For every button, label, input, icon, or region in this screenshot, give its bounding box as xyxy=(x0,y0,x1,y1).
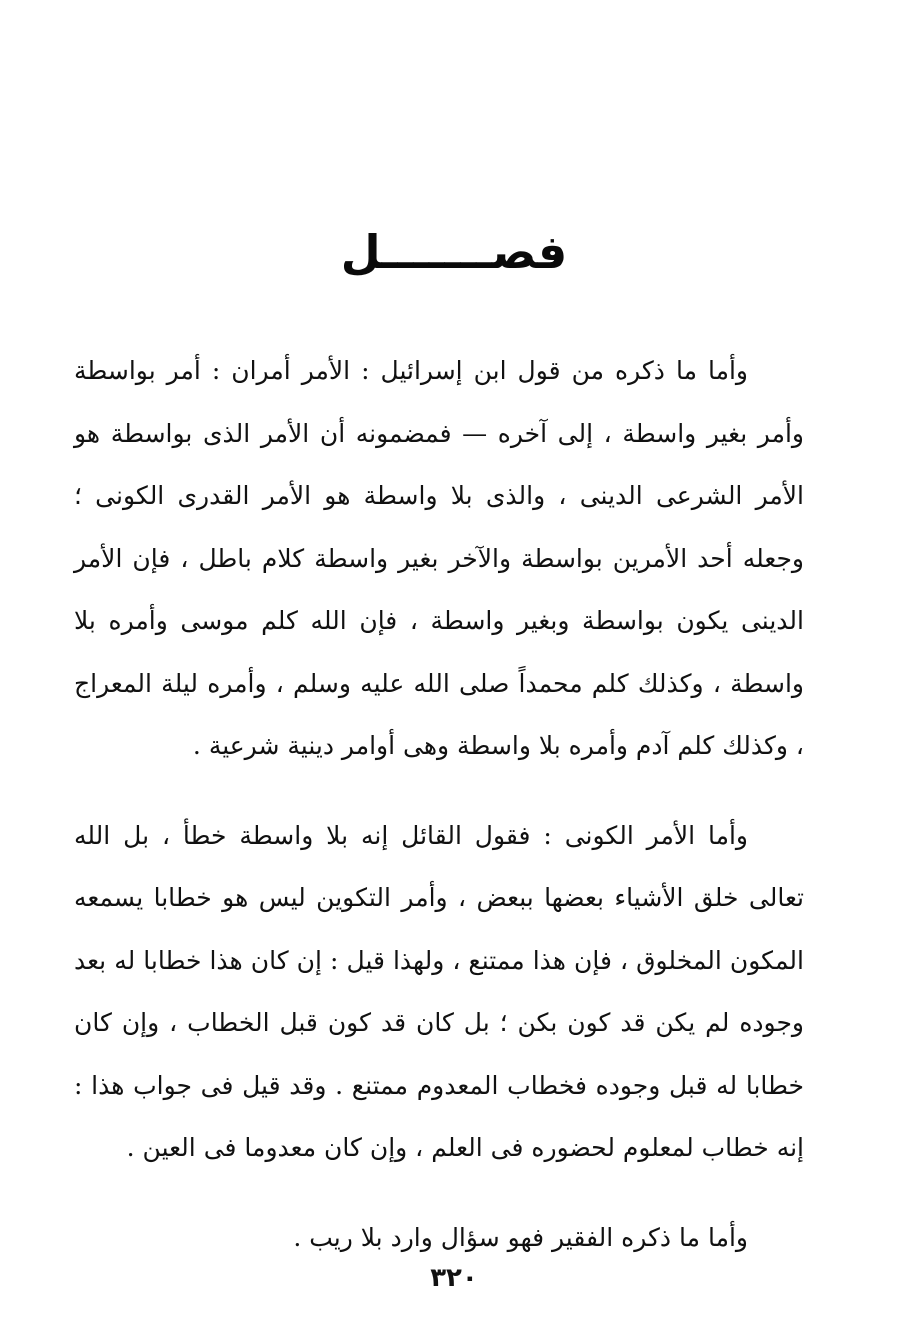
body-text xyxy=(74,340,804,1269)
section-heading: فصـــــــل xyxy=(340,225,568,279)
paragraph: وأما الأمر الكونى : فقول القائل إنه بلا واسطة خطأ ، بل الله تعالى خلق الأشياء بعضها ببعض ، وأمر التكوين ليس هو خطابا يسمعه المكون المخلوق ، فإن هذا ممتنع ، ولهذا قيل : إن كان هذا خطابا له بعد وجوده لم يكن قد كون بكن ؛ بل كان قد كون قبل الخطاب ، وإن كان خطابا له قبل وجوده فخطاب المعدوم ممتنع . وقد قيل فى جواب هذا : إنه خطاب لمعلوم لحضوره فى العلم ، وإن كان معدوما فى العين . xyxy=(74,820,805,1162)
paragraph: وأما ما ذكره الفقير فهو سؤال وارد بلا ريب . xyxy=(293,1222,748,1252)
page-number: ٣٢٠ xyxy=(430,1263,478,1293)
paragraph: وأما ما ذكره من قول ابن إسرائيل : الأمر أمران : أمر بواسطة وأمر بغير واسطة ، إلى آخره — فمضمونه أن الأمر الذى بواسطة هو الأمر الشرعى الدينى ، والذى بلا واسطة هو الأمر القدرى الكونى ؛ وجعله أحد الأمرين بواسطة والآخر بغير واسطة كلام باطل ، فإن الأمر الدينى يكون بواسطة وبغير واسطة ، فإن الله كلم موسى وأمره بلا واسطة ، وكذلك كلم محمداً صلى الله عليه وسلم ، وأمره ليلة المعراج ، وكذلك كلم آدم وأمره بلا واسطة وهى أوامر دينية شرعية . xyxy=(74,356,804,760)
